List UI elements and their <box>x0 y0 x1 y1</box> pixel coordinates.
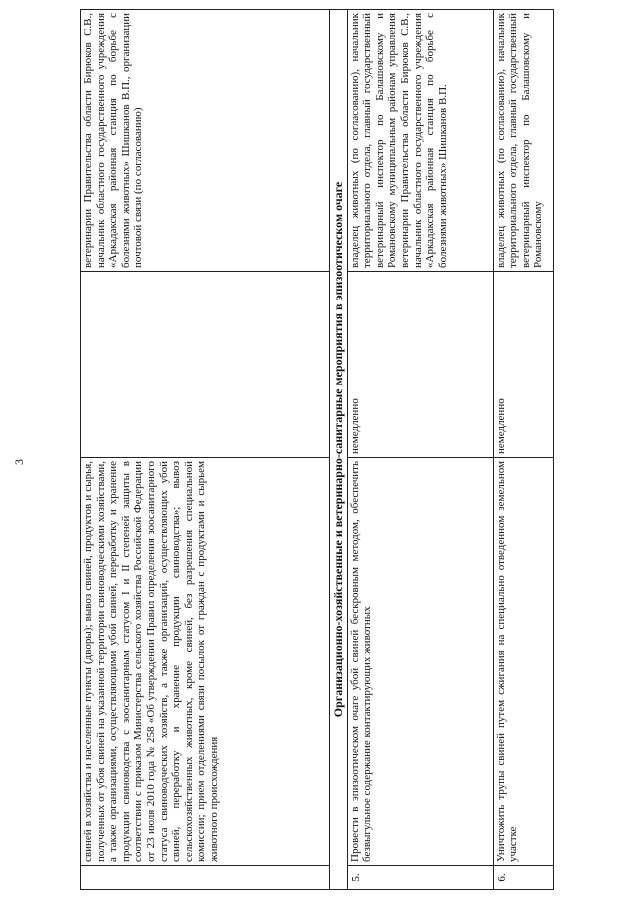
deadline-text <box>81 272 330 458</box>
row-number <box>81 866 330 890</box>
section-header-row <box>330 10 348 890</box>
responsible-text: владелец животных (по согласованию), начальник территориального отдела, главный государственный ветеринарный инспектор по Балашовскому и Романовскому <box>493 10 553 272</box>
measure-text: Уничтожить трупы свиней путем сжигания на специально отведенном земельном участке <box>493 458 553 866</box>
responsible-text: владелец животных (по согласованию), начальник территориального отдела, главный государственный ветеринарный инспектор по Балашовскому и Романовскому муниципальным районам управления ветеринарии Правительства области Бирюков С.В., начальник областного государственного учреждения «Аркадакская районная станция по борьбе с болезнями животных» Шишканов В.П. <box>347 10 493 272</box>
row-number: 5. <box>347 866 493 890</box>
table-row <box>347 10 493 890</box>
responsible-text: ветеринарии Правительства области Бирюков С.В., начальник областного государственного учреждения «Аркадакская районная станция по борьбе с болезнями животных» Шишканов В.П., организации почтовой связи (по согласованию) <box>81 10 330 272</box>
section-title: Организационно-хозяйственные и ветеринарно-санитарные мероприятия в эпизоотическом очаге <box>330 10 348 890</box>
measures-table <box>80 9 554 890</box>
measure-text: свиней в хозяйства и населенные пункты (дворы); вывоз свиней, продуктов и сырья, полученных от убоя свиней на указанной территории свиноводческими хозяйствами, а также организациями, осуществляющими убой свиней, переработку и хранение продукции свиноводства с зоосанитарным статусом I и II степеней защиты в соответствии с приказом Министерства сельского хозяйства Российской Федерации от 23 июля 2010 года № 258 «Об утверждении Правил определения зоосанитарного статуса свиноводческих хозяйств, а также организаций, осуществляющих убой свиней, переработку и хранение продукции свиноводства»; вывоз сельскохозяйственных животных, кроме свиней, без разрешения специальной комиссии; прием отделениями связи посылок от граждан с продуктами и сырьем животного происхождения <box>81 458 330 866</box>
table-row <box>493 10 553 890</box>
page-number: 3 <box>12 459 26 465</box>
row-number: 6. <box>493 866 553 890</box>
table-row <box>81 10 330 890</box>
deadline-text: немедленно <box>493 272 553 458</box>
measure-text: Провести в эпизоотическом очаге убой свиней бескровным методом, обеспечить безвыгульное содержание контактирующих животных <box>347 458 493 866</box>
deadline-text: немедленно <box>347 272 493 458</box>
